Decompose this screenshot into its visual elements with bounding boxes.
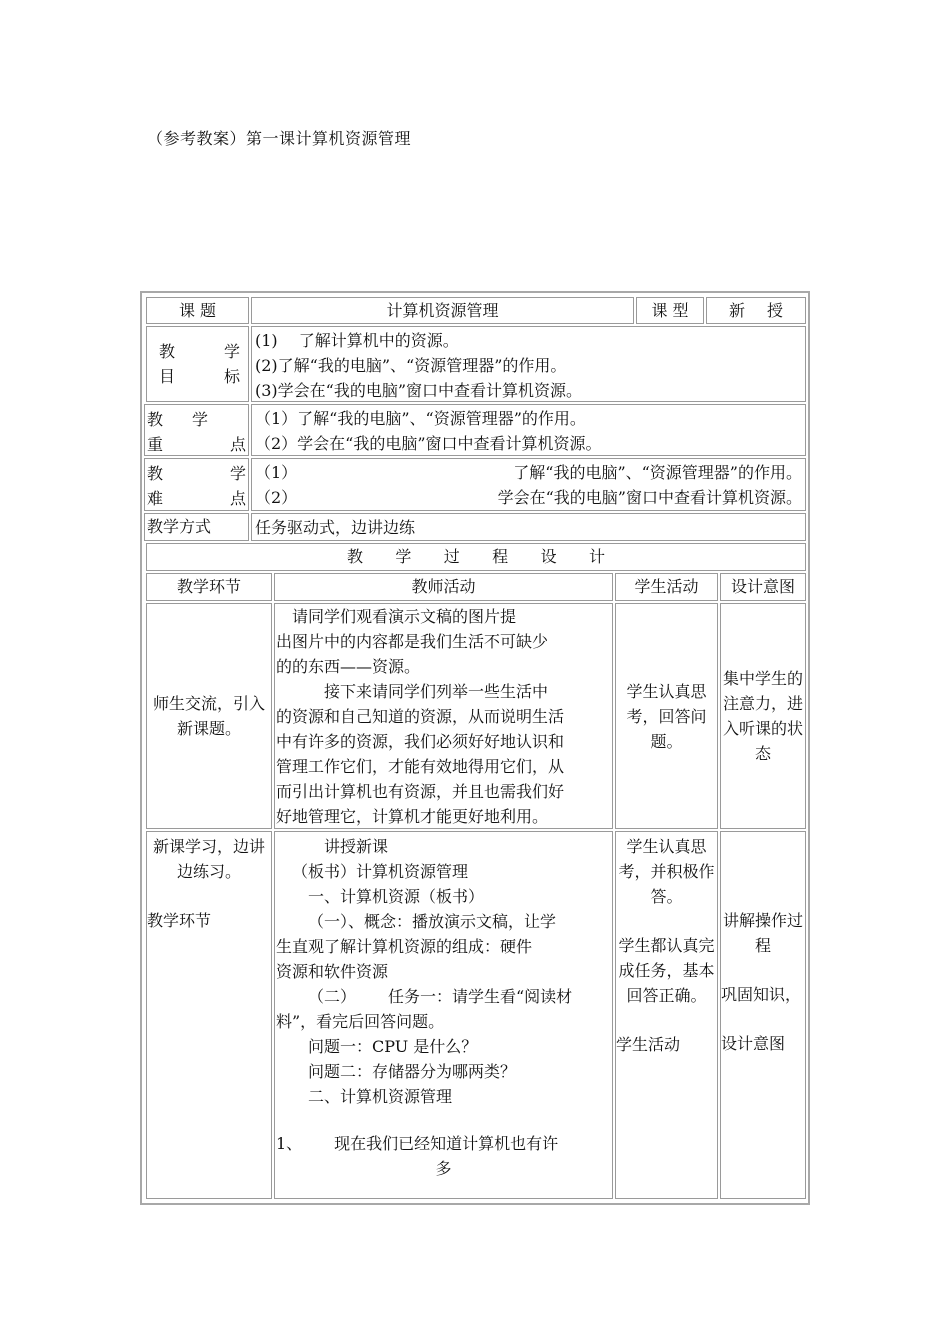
difficult-num-2: （2） <box>255 488 298 507</box>
keypoints-content-cell <box>251 404 806 456</box>
keypoint-item: （2）学会在“我的电脑”窗口中查看计算机资源。 <box>255 434 602 453</box>
type-label-cell <box>636 297 704 324</box>
teacher-line: （板书）计算机资源管理 <box>276 862 469 881</box>
teacher-line: 多 <box>435 1159 452 1178</box>
difficult-item-2: 学会在“我的电脑”窗口中查看计算机资源。 <box>497 488 802 507</box>
topic-label: 课 题 <box>178 301 217 320</box>
teacher-line: 二、计算机资源管理 <box>276 1087 453 1106</box>
row1-stage-cell <box>146 603 272 829</box>
row2-student-1: 学生认真思考，并积极作答。 <box>618 837 715 906</box>
row2-student-3: 学生活动 <box>616 1035 681 1054</box>
lesson-plan-table <box>140 291 810 1205</box>
goal-item: (1) 了解计算机中的资源。 <box>255 331 459 350</box>
difficult-label-1: 教 <box>147 464 164 483</box>
row1-stage: 师生交流，引入新课题。 <box>152 694 265 738</box>
process-title-char: 教 <box>347 547 364 566</box>
teacher-line: 一、计算机资源（板书） <box>276 887 485 906</box>
goals-label-2: 学 <box>223 342 240 361</box>
teacher-line: 资源和软件资源 <box>276 962 389 981</box>
column-header-label: 教学环节 <box>176 577 241 596</box>
difficult-label-4: 点 <box>229 489 246 508</box>
keypoints-label-4: 点 <box>229 435 246 454</box>
difficult-num-1: （1） <box>255 463 298 482</box>
row2-intent-cell <box>720 831 806 1199</box>
teacher-line: 问题一：CPU 是什么？ <box>276 1037 478 1056</box>
keypoint-item: （1）了解“我的电脑”、“资源管理器”的作用。 <box>255 409 586 428</box>
difficult-label-3: 难 <box>147 489 164 508</box>
row1-teacher-cell <box>274 603 613 829</box>
teacher-line: 好地管理它，计算机才能更好地利用。 <box>276 807 549 826</box>
row2-stage-cell <box>146 831 272 1199</box>
row2-intent-3: 设计意图 <box>721 1034 786 1053</box>
teacher-line: 接下来请同学们列举一些生活中 <box>276 682 549 701</box>
process-title-char: 学 <box>395 547 412 566</box>
teacher-line: 而引出计算机也有资源，并且也需我们好 <box>276 782 565 801</box>
row2-teacher-cell <box>274 831 613 1199</box>
keypoints-label-cell <box>144 404 249 456</box>
row1-intent-cell <box>720 603 806 829</box>
column-header-intent <box>720 573 806 601</box>
method-label-cell <box>144 513 249 541</box>
topic-label-cell <box>146 297 249 324</box>
method-label: 教学方式 <box>147 517 212 536</box>
teacher-line: 的资源和自己知道的资源，从而说明生活 <box>276 707 565 726</box>
topic-value: 计算机资源管理 <box>386 301 499 320</box>
goals-label-3: 目 <box>159 367 176 386</box>
row1-student: 学生认真思考，回答问题。 <box>626 681 707 751</box>
keypoints-label-3: 重 <box>147 435 164 454</box>
topic-value-cell <box>251 297 634 324</box>
process-title-char: 过 <box>443 547 460 566</box>
column-header-label: 设计意图 <box>730 577 795 596</box>
type-value-char-2: 授 <box>766 301 783 320</box>
teacher-line: （一）、概念：播放演示文稿，让学 <box>276 912 557 931</box>
teacher-line: 讲授新课 <box>276 837 389 856</box>
type-value-char-1: 新 <box>729 301 746 320</box>
type-value-cell <box>706 297 806 324</box>
row1-intent: 集中学生的注意力，进入听课的状态 <box>723 669 804 763</box>
goals-label-1: 教 <box>159 342 176 361</box>
goals-content-cell <box>251 326 806 402</box>
column-header-stage <box>146 573 272 601</box>
goal-item: (3)学会在“我的电脑”窗口中查看计算机资源。 <box>255 381 583 400</box>
teacher-line: 1、 现在我们已经知道计算机也有许 <box>276 1134 559 1153</box>
teacher-line: 料”，看完后回答问题。 <box>276 1012 445 1031</box>
process-title-char: 程 <box>492 547 509 566</box>
teacher-line: 请同学们观看演示文稿的图片提 <box>276 607 517 626</box>
difficult-label-cell <box>144 458 249 511</box>
teacher-line: 的的东西——资源。 <box>276 657 421 676</box>
teacher-line: 管理工作它们，才能有效地得用它们，从 <box>276 757 565 776</box>
teacher-line: （二） 任务一：请学生看“阅读材 <box>276 987 573 1006</box>
difficult-label-2: 学 <box>229 464 246 483</box>
teacher-line: 出图片中的内容都是我们生活不可缺少 <box>276 632 549 651</box>
column-header-label: 学生活动 <box>634 577 699 596</box>
row2-intent-1: 讲解操作过程 <box>722 911 803 955</box>
difficult-content-cell <box>251 458 806 511</box>
teacher-line: 问题二：存储器分为哪两类？ <box>276 1062 517 1081</box>
document-title: （参考教案）第一课计算机资源管理 <box>147 129 412 148</box>
goal-item: (2)了解“我的电脑”、“资源管理器”的作用。 <box>255 356 567 375</box>
difficult-item-1: 了解“我的电脑”、“资源管理器”的作用。 <box>513 463 802 482</box>
goals-label-cell <box>146 326 249 402</box>
method-value: 任务驱动式，边讲边练 <box>255 518 416 537</box>
process-title-cell <box>146 543 806 571</box>
teacher-line: 中有许多的资源，我们必须好好地认识和 <box>276 732 565 751</box>
column-header-label: 教师活动 <box>411 577 476 596</box>
row2-student-cell <box>615 831 718 1199</box>
process-title-char: 计 <box>588 547 605 566</box>
process-title-char: 设 <box>540 547 557 566</box>
type-label: 课 型 <box>651 301 689 320</box>
teacher-line: 生直观了解计算机资源的组成：硬件 <box>276 937 533 956</box>
keypoints-label-2: 学 <box>191 410 208 429</box>
method-value-cell <box>251 513 806 541</box>
column-header-student <box>615 573 718 601</box>
keypoints-label-1: 教 <box>147 410 164 429</box>
row2-stage: 新课学习，边讲边练习。 <box>152 837 265 881</box>
row1-student-cell <box>615 603 718 829</box>
goals-label-4: 标 <box>223 367 240 386</box>
row2-student-2: 学生都认真完成任务，基本回答正确。 <box>618 936 715 1005</box>
row2-stage-extra: 教学环节 <box>147 911 212 930</box>
column-header-teacher <box>274 573 613 601</box>
row2-intent-2: 巩固知识， <box>721 985 802 1004</box>
